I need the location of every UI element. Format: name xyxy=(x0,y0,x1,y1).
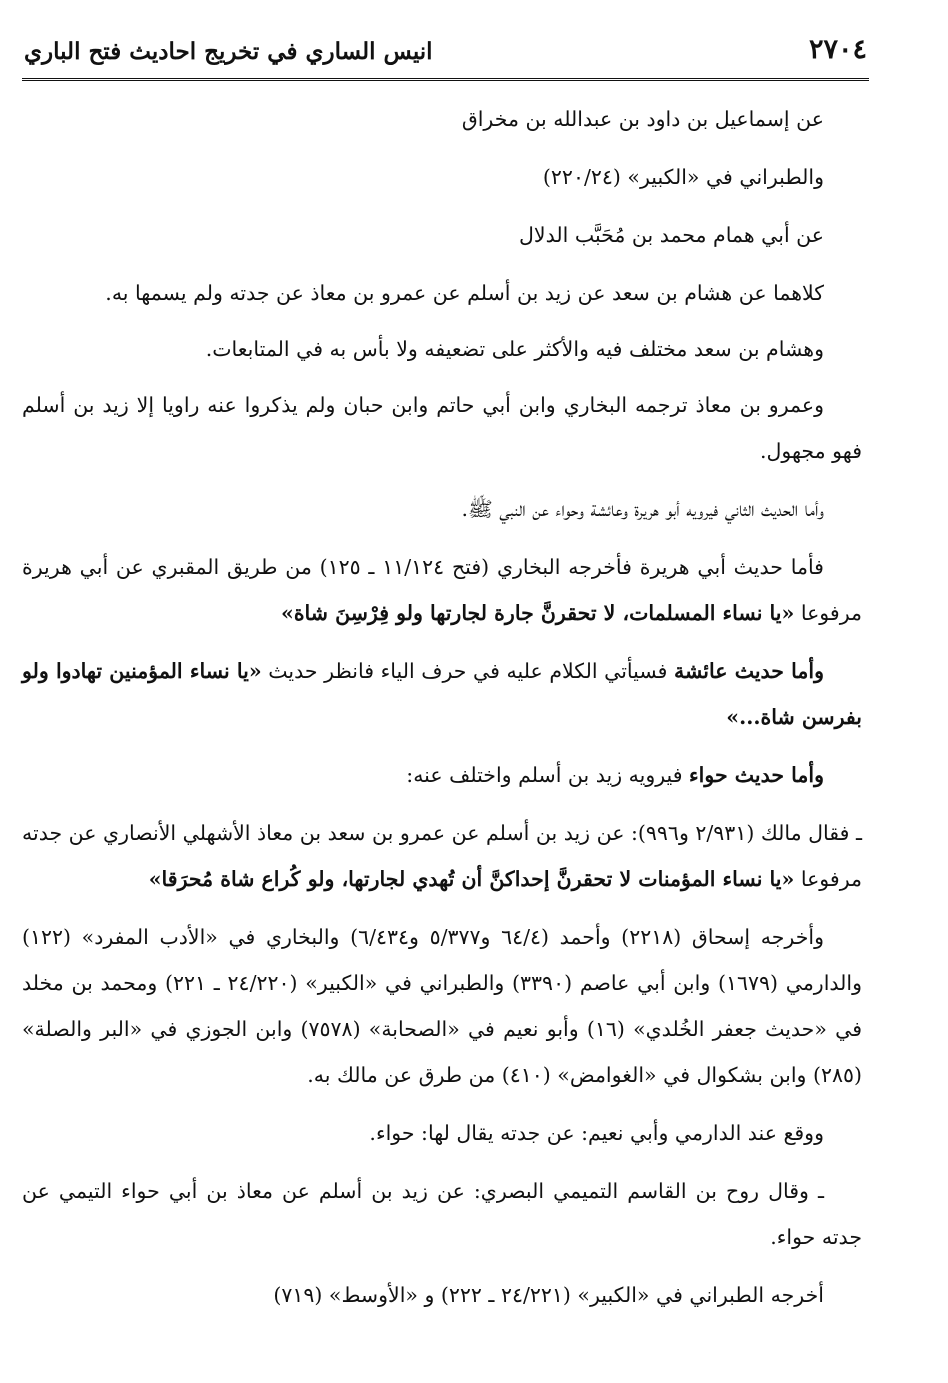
hadith-quote: «يا نساء المؤمنين تهادوا ولو بفرسن شاة...» xyxy=(22,659,862,729)
paragraph xyxy=(22,382,862,474)
paragraph-text: والطبراني في «الكبير» (٢٢٠/٢٤) xyxy=(542,165,824,189)
page-header xyxy=(22,30,869,81)
paragraph xyxy=(22,1272,862,1318)
paragraph-text: فأما حديث أبي هريرة فأخرجه البخاري (فتح ١١/١٢٤ ـ ١٢٥) من طريق المقبري عن أبي هريرة مرفوعا xyxy=(22,555,862,625)
paragraph-text: كلاهما عن هشام بن سعد عن زيد بن أسلم عن عمرو بن معاذ عن جدته ولم يسمها به. xyxy=(105,281,824,305)
page-number: ٢٧٠٤ xyxy=(808,34,867,65)
body-text xyxy=(22,96,862,1330)
paragraph xyxy=(22,810,862,902)
paragraph xyxy=(22,752,862,798)
paragraph-text: ووقع عند الدارمي وأبي نعيم: عن جدته يقال لها: حواء. xyxy=(369,1121,824,1145)
paragraph-text: فيرويه زيد بن أسلم واختلف عنه: xyxy=(406,763,690,787)
paragraph xyxy=(22,154,862,200)
hadith-quote: «يا نساء المسلمات، لا تحقرنَّ جارة لجارتها ولو فِرْسِنَ شاة» xyxy=(281,601,795,625)
paragraph-text: عن إسماعيل بن داود بن عبدالله بن مخراق xyxy=(461,107,824,131)
paragraph-text: ـ وقال روح بن القاسم التميمي البصري: عن زيد بن أسلم عن معاذ بن أبي حواء التيمي عن جدته حواء. xyxy=(22,1179,862,1249)
paragraph xyxy=(22,544,862,636)
paragraph xyxy=(22,326,862,372)
paragraph xyxy=(22,1110,862,1156)
paragraph xyxy=(22,914,862,1098)
section-lead: وأما حديث حواء xyxy=(689,763,824,787)
paragraph xyxy=(22,212,862,258)
paragraph xyxy=(22,1168,862,1260)
running-title: انيس الساري في تخريج احاديث فتح الباري xyxy=(24,38,433,65)
paragraph xyxy=(22,648,862,740)
paragraph-text: أخرجه الطبراني في «الكبير» (٢٤/٢٢١ ـ ٢٢٢) و «الأوسط» (٧١٩) xyxy=(273,1283,824,1307)
paragraph-text: وأما الحديث الثاني فيرويه أبو هريرة وعائشة وحواء عن النبي ﷺ. xyxy=(461,497,824,521)
paragraph xyxy=(22,486,862,532)
paragraph-text: وأخرجه إسحاق (٢٢١٨) وأحمد (٦٤/٤ و٥/٣٧٧ و٦/٤٣٤) والبخاري في «الأدب المفرد» (١٢٢) والدارمي (١٦٧٩) وابن أبي عاصم (٣٣٩٠) والطبراني في «الكبير» (٢٤/٢٢٠ ـ ٢٢١) ومحمد بن مخلد في «حديث جعفر الخُلدي» (١٦) وأبو نعيم في «الصحابة» (٧٥٧٨) وابن الجوزي في «البر والصلة» (٢٨٥) وابن بشكوال في «الغوامض» (٤١٠) من طرق عن مالك به. xyxy=(22,925,863,1087)
hadith-quote: «يا نساء المؤمنات لا تحقرنَّ إحداكنَّ أن تُهدي لجارتها، ولو كُراع شاة مُحرَقا» xyxy=(148,867,795,891)
paragraph-text: فسيأتي الكلام عليه في حرف الياء فانظر حديث xyxy=(261,659,675,683)
section-lead: وأما حديث عائشة xyxy=(674,659,824,683)
paragraph-text: ـ فقال مالك (٢/٩٣١ و٩٩٦): عن زيد بن أسلم عن عمرو بن سعد بن معاذ الأشهلي الأنصاري عن جدته مرفوعا xyxy=(22,821,862,891)
paragraph xyxy=(22,96,862,142)
paragraph-text: عن أبي همام محمد بن مُحَبَّب الدلال xyxy=(519,223,824,247)
paragraph xyxy=(22,270,862,316)
paragraph-text: وعمرو بن معاذ ترجمه البخاري وابن أبي حاتم وابن حبان ولم يذكروا عنه راويا إلا زيد بن أسلم فهو مجهول. xyxy=(22,393,862,463)
paragraph-text: وهشام بن سعد مختلف فيه والأكثر على تضعيفه ولا بأس به في المتابعات. xyxy=(205,337,824,361)
